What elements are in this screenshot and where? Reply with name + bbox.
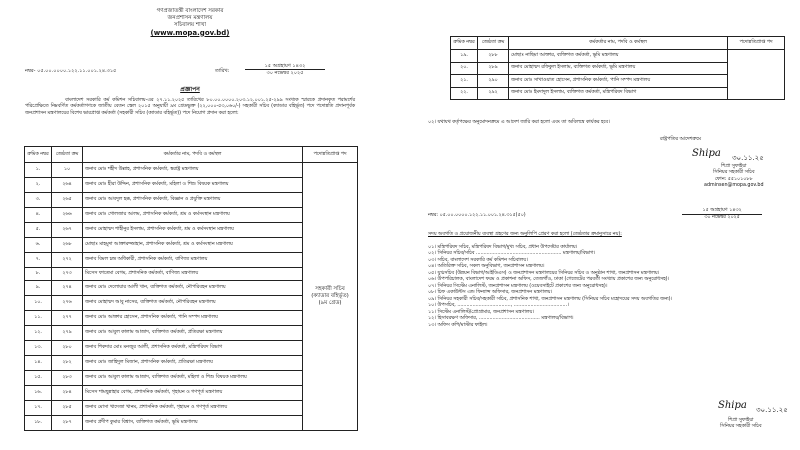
by-order-text: রাষ্ট্রপতির আদেশক্রমে — [660, 137, 701, 142]
copy-list — [428, 245, 783, 329]
memo-number-2: নম্বর: ০৫.০০.০০০০.১২২.১১.০০১.২৪.৩১৫(৫০) — [428, 213, 526, 218]
row-serial: ১৭. — [25, 400, 52, 415]
row-serial: ১২. — [25, 325, 52, 340]
row-officer: জনাব মোঃ জাহিদুল মিজান, প্রশাসনিক কর্মকর্তা, প্রতিরক্ষা মন্ত্রণালয় — [83, 355, 303, 370]
promotion-table-continued — [450, 36, 785, 100]
col-officer: কর্মকর্তার নাম, পদবি ও কর্মস্থল — [509, 37, 728, 50]
row-seniority: ২৮৭ — [52, 415, 83, 430]
row-serial: ৮. — [25, 268, 52, 281]
signatory-phone: ফোন: ৫৫১০১০৮৮ — [714, 176, 753, 182]
row-seniority: ২৬৬ — [52, 208, 83, 223]
row-officer: জনাব মোহাম্মদ আবু নাসের, ব্যক্তিগত কর্মকর্তা, নৌপরিবহন মন্ত্রণালয় — [83, 295, 303, 310]
row-serial: ১৮. — [25, 415, 52, 430]
row-officer: মিসেস ফাতেমা বেগম, প্রশাসনিক কর্মকর্তা, বাণিজ্য মন্ত্রণালয় — [83, 268, 303, 281]
row-serial: ২. — [25, 178, 52, 193]
row-seniority: ২৬৭ — [52, 223, 83, 238]
copy-item: ০১। মন্ত্রিপরিষদ সচিব, মন্ত্রিপরিষদ বিভাগ/মুখ্য সচিব, প্রধান উপদেষ্টার কার্যালয়। — [428, 245, 578, 250]
row-serial: ১৪. — [25, 355, 52, 370]
signatory-designation: সিনিয়র সহকারী সচিব — [720, 424, 762, 430]
row-officer: জনাব মোঃ সাখাওয়াত হোসেন, প্রশাসনিক কর্মকর্তা, পানি সম্পদ মন্ত্রণালয় — [509, 75, 728, 88]
copy-item: ০৮। চিফ একাউন্টস এন্ড ফিন্যান্স অফিসার, জনপ্রশাসন মন্ত্রণালয়। — [428, 290, 553, 296]
table-header-row — [25, 147, 358, 163]
table-row — [451, 50, 785, 63]
row-officer: জনাব মোঃ ইমদাদুল ইসলাম, ব্যক্তিগত কর্মকর্তা, মন্ত্রিপরিষদ বিভাগ — [509, 87, 728, 100]
row-seniority: ২৭৬ — [52, 295, 83, 310]
row-officer: জনাব মোসা খাদেজা খানম, প্রশাসনিক কর্মকর্তা, গৃহায়ন ও গণপূর্ত মন্ত্রণালয় — [83, 400, 303, 415]
signature-bottom: Shipa — [718, 400, 747, 411]
date-bangla: ১৫ অগ্রহায়ণ ১৪৩২ — [245, 63, 325, 70]
col-post: পদোন্নতিপ্রাপ্ত পদ — [728, 37, 785, 50]
row-seniority: ২৮০ — [52, 340, 83, 355]
row-promoted-post: সহকারী সচিব (ক্যাডার বহির্ভূত) (৯ম গ্রেড) — [303, 163, 358, 431]
copy-item: ১৩। অফিস কপি/মাস্টার ফাইল। — [428, 322, 488, 328]
row-seniority: ২৮৪ — [52, 385, 83, 400]
row-serial: ১১. — [25, 310, 52, 325]
website-url[interactable]: (www.mopa.gov.bd) — [150, 28, 230, 37]
left-page — [20, 0, 360, 450]
letterhead — [20, 8, 360, 37]
copy-item: ১২। হিসাবরক্ষণ অফিসার, ........................................ মন্ত্রণালয়/বিভাগ। — [428, 316, 574, 322]
row-seniority: ২৮৩ — [52, 370, 83, 385]
signature-top-date: ৩০.১১.২৫ — [732, 154, 764, 162]
row-serial: ১৫. — [25, 370, 52, 385]
row-officer: মোছাঃ নাছিমা আক্তার, ব্যক্তিগত কর্মকর্তা, ভূমি মন্ত্রণালয় — [509, 50, 728, 63]
signatory-designation: সিনিয়র সহকারী সচিব — [712, 170, 755, 176]
row-officer: মোছাঃ মাহমুদা আক্তারুজ্জাহান, প্রশাসনিক কর্মকর্তা, শ্রম ও কর্মসংস্থান মন্ত্রণালয় — [83, 238, 303, 253]
row-seniority: ২৭২ — [52, 253, 83, 268]
row-officer: জনাব শিকদার মোঃ মনজুর আলী, প্রশাসনিক কর্মকর্তা, মন্ত্রিপরিষদ বিভাগ — [83, 340, 303, 355]
signatory-email[interactable]: adminsen@mopa.gov.bd — [704, 183, 764, 189]
row-seniority: ১০ — [52, 163, 83, 178]
copy-item: ০৭। সিনিয়র সিস্টেম এনালিস্ট, জনপ্রশাসন মন্ত্রণালয় (ওয়েবসাইটে প্রকাশের জন্য অনুরোধসহ)। — [428, 283, 608, 289]
signature-bottom-date: ৩০.১১.২৫ — [756, 406, 788, 414]
signature-top: Shipa — [692, 148, 721, 159]
row-officer: জনাব মোঃ আক্তার হোসেন, প্রশাসনিক কর্মকর্তা, পানি সম্পদ মন্ত্রণালয় — [83, 310, 303, 325]
signatory-name: শিপ্রা সুফাইয়া — [728, 418, 754, 423]
order-paragraph: ০২। যথাযথ কর্তৃপক্ষের অনুমোদনক্রমে এ আদেশ জারি করা হলো এবং তা অবিলম্বে কার্যকর হবে। — [428, 120, 610, 125]
row-officer: মিসেস শামছুন্নাহার বেগম, প্রশাসনিক কর্মকর্তা, গৃহায়ন ও গণপূর্ত মন্ত্রণালয় — [83, 385, 303, 400]
copy-item: ০২। সিনিয়র সচিব/সচিব ........................................................ মন্ত্রণালয়/বিভাগ। — [428, 251, 596, 257]
row-seniority: ২৮৫ — [52, 400, 83, 415]
row-seniority: ২৮৮ — [478, 50, 509, 63]
row-serial: ৪. — [25, 208, 52, 223]
date2-bangla: ১৫ অগ্রহায়ণ ১৪৩২ — [682, 208, 762, 215]
row-officer: জনাব মোঃ আবুল কালাম আজাদ, ব্যক্তিগত কর্মকর্তা, মহিলা ও শিশু বিষয়ক মন্ত্রণালয় — [83, 370, 303, 385]
date2-english: ৩০ নভেম্বর ২০২৫ — [704, 215, 740, 221]
row-seniority: ২৭৩ — [52, 268, 83, 281]
row-officer: জনাব প্রদীপ কুমার বিশ্বাস, ব্যক্তিগত কর্মকর্তা, ভূমি মন্ত্রণালয় — [83, 415, 303, 430]
date-block-2 — [682, 208, 762, 222]
row-serial: ১. — [25, 163, 52, 178]
signatory-top — [704, 164, 764, 190]
row-seniority: ২৭৭ — [52, 310, 83, 325]
row-serial: ১৬. — [25, 385, 52, 400]
govt-name: গণপ্রজাতন্ত্রী বাংলাদেশ সরকার — [156, 8, 224, 14]
row-seniority: ২৭৪ — [52, 280, 83, 295]
row-seniority: ২৯২ — [478, 87, 509, 100]
row-serial: ১৩. — [25, 340, 52, 355]
row-officer: জনাব মোঃ গোলজার আলম, প্রশাসনিক কর্মকর্তা, শ্রম ও কর্মসংস্থান মন্ত্রণালয় — [83, 208, 303, 223]
row-seniority: ২৬৮ — [52, 238, 83, 253]
date-english: ৩০ নভেম্বর ২০২৫ — [266, 70, 304, 77]
col-post: পদোন্নতিপ্রাপ্ত পদ — [303, 147, 358, 163]
row-seniority: ২৬৪ — [52, 178, 83, 193]
row-seniority: ২৮৯ — [478, 62, 509, 75]
date-block — [245, 63, 325, 77]
row-serial: ৫. — [25, 223, 52, 238]
row-officer: জনাব মোহাম্মদ শাহীনুর ইসলাম, প্রশাসনিক কর্মকর্তা, শ্রম ও কর্মসংস্থান মন্ত্রণালয় — [83, 223, 303, 238]
row-promoted-post — [728, 50, 785, 100]
row-officer: জনাব মোঃ দেলোয়ার আলী খান, ব্যক্তিগত কর্মকর্তা, নৌপরিবহন মন্ত্রণালয় — [83, 280, 303, 295]
wing-name: সচিবালয় শাখা — [174, 21, 206, 28]
row-serial: ২২. — [451, 87, 478, 100]
right-page — [420, 0, 790, 450]
copy-item: ১০। উপসচিব, ..................................., ...................................। — [428, 303, 569, 309]
row-serial: ২১. — [451, 75, 478, 88]
row-seniority: ২৮২ — [52, 355, 83, 370]
table-header-row — [451, 37, 785, 50]
signatory-name: শিপ্রা সুফাইয়া — [721, 164, 747, 169]
row-officer: জনাব মোঃ শহীদ উল্লাহ, প্রশাসনিক কর্মকর্তা, স্বরাষ্ট্র মন্ত্রণালয় — [83, 163, 303, 178]
row-officer: জনাব মোহাম্মদ রফিকুল ইসলাম, ব্যক্তিগত কর্মকর্তা, ভূমি মন্ত্রণালয় — [509, 62, 728, 75]
table-row — [25, 163, 358, 178]
col-seniority: জেষ্ঠতা ক্রম — [52, 147, 83, 163]
col-officer: কর্মকর্তার নাম, পদবি ও কর্মস্থল — [83, 147, 303, 163]
col-serial: ক্রমিক নম্বর — [25, 147, 52, 163]
row-officer: জনাব মোঃ হীরা উদ্দিন, প্রশাসনিক কর্মকর্তা, মহিলা ও শিশু বিষয়ক মন্ত্রণালয় — [83, 178, 303, 193]
row-serial: ৩. — [25, 193, 52, 208]
copy-item: ১১। সিস্টেম এনালিস্ট/প্রোগ্রামার, জনপ্রশাসন মন্ত্রণালয়। — [428, 309, 534, 315]
row-serial: ২০. — [451, 62, 478, 75]
memo-number: নম্বর- ০৫.০০.০০০০.১২২.১১.০০১.২৪.৩১৫ — [25, 68, 117, 74]
col-seniority: জেষ্ঠতা ক্রম — [478, 37, 509, 50]
signatory-bottom — [720, 418, 762, 431]
date-label: তারিখ: — [215, 68, 230, 74]
copy-item: ০৪। অতিরিক্ত সচিব, সকল অনুবিভাগ, জনপ্রশাসন মন্ত্রণালয়। — [428, 264, 545, 270]
row-serial: ৬. — [25, 238, 52, 253]
row-serial: ৯. — [25, 280, 52, 295]
notification-paragraph: বাংলাদেশ সরকারি কর্ম কমিশন সচিবালয়-এর ২৭.১১.২০২৫ তারিখের ৮০.০০.০০০০.২০৩.১২.০০১.২৫-২৯৯ সংখ্যক স্মারকে প্রদানকৃত পরামর্শের পরিপ্রেক্ষিতে নিম্নবর্ণিত কর্মকর্তাগণকে জাতীয় বেতন স্কেল ২০১৫ অনুযায়ী ৯ম গ্রেডভুক্ত (২২,০০০-৫৩,০৬০/-) সহকারী সচিব (ক্যাডার বহির্ভূত) পদে পদোন্নতি প্রদানপূর্বক জনপ্রশাসন মন্ত্রণালয়ের বিশেষ ভারপ্রাপ্ত কর্মকর্তা (সহকারী সচিব (ক্যাডার বহির্ভূত)) পদে নিয়োগ প্রদান করা হলো: — [25, 98, 355, 116]
ministry-name: জনপ্রশাসন মন্ত্রণালয় — [167, 14, 213, 21]
copy-item: ০৫। যুগ্মসচিব (উন্নয়ন বিভাগ/আইডিএস) ও জনপ্রশাসন মন্ত্রণালয়ের সিনিয়র সচিব ও অনুষ্ঠান শাখা, জনপ্রশাসন মন্ত্রণালয়। — [428, 270, 660, 276]
row-seniority: ২৬৫ — [52, 193, 83, 208]
row-officer: জনাব বিমল চন্দ্র অধিকারী, প্রশাসনিক কর্মকর্তা, বাণিজ্য মন্ত্রণালয় — [83, 253, 303, 268]
row-serial: ১০. — [25, 295, 52, 310]
subject-title: প্রজ্ঞাপন — [180, 86, 200, 93]
row-serial: ৭. — [25, 253, 52, 268]
col-serial: ক্রমিক নম্বর — [451, 37, 478, 50]
promotion-table — [24, 146, 358, 431]
copy-item: ০৩। সচিব, বাংলাদেশ সরকারি কর্ম কমিশন সচিবালয়। — [428, 257, 528, 263]
row-officer: জনাব মোঃ আবুল কালাম আজাদ, ব্যক্তিগত কর্মকর্তা, প্রতিরক্ষা মন্ত্রণালয় — [83, 325, 303, 340]
copy-item: ০৬। উপপরিচালক, বাংলাদেশ ফরম ও প্রকাশনা অফিস, তেজগাঁও, ঢাকা (গেজেটের পরবর্তী সংখ্যায় প্রকাশের জন্য অনুরোধসহ)। — [428, 277, 670, 283]
row-officer: জনাব মোঃ আবদুল হক্ক, প্রশাসনিক কর্মকর্তা, বিজ্ঞান ও প্রযুক্তি মন্ত্রণালয় — [83, 193, 303, 208]
copy-intro: সদয় অবগতি ও প্রয়োজনীয় ব্যবস্থা গ্রহণের জন্য অনুলিপি প্রেরণ করা হলো (জেষ্ঠতার ক্রমানুসারে নয়): — [428, 232, 622, 237]
row-seniority: ২৯০ — [478, 75, 509, 88]
row-seniority: ২৭৯ — [52, 325, 83, 340]
row-serial: ১৯. — [451, 50, 478, 63]
copy-item: ০৯। সিনিয়র সহকারী সচিব/সহকারী সচিব, প্রশাসনিক শাখা, জনপ্রশাসন মন্ত্রণালয় (সিনিয়র সচিব মহোদয়ের সদয় অবগতির জন্য)। — [428, 296, 673, 302]
